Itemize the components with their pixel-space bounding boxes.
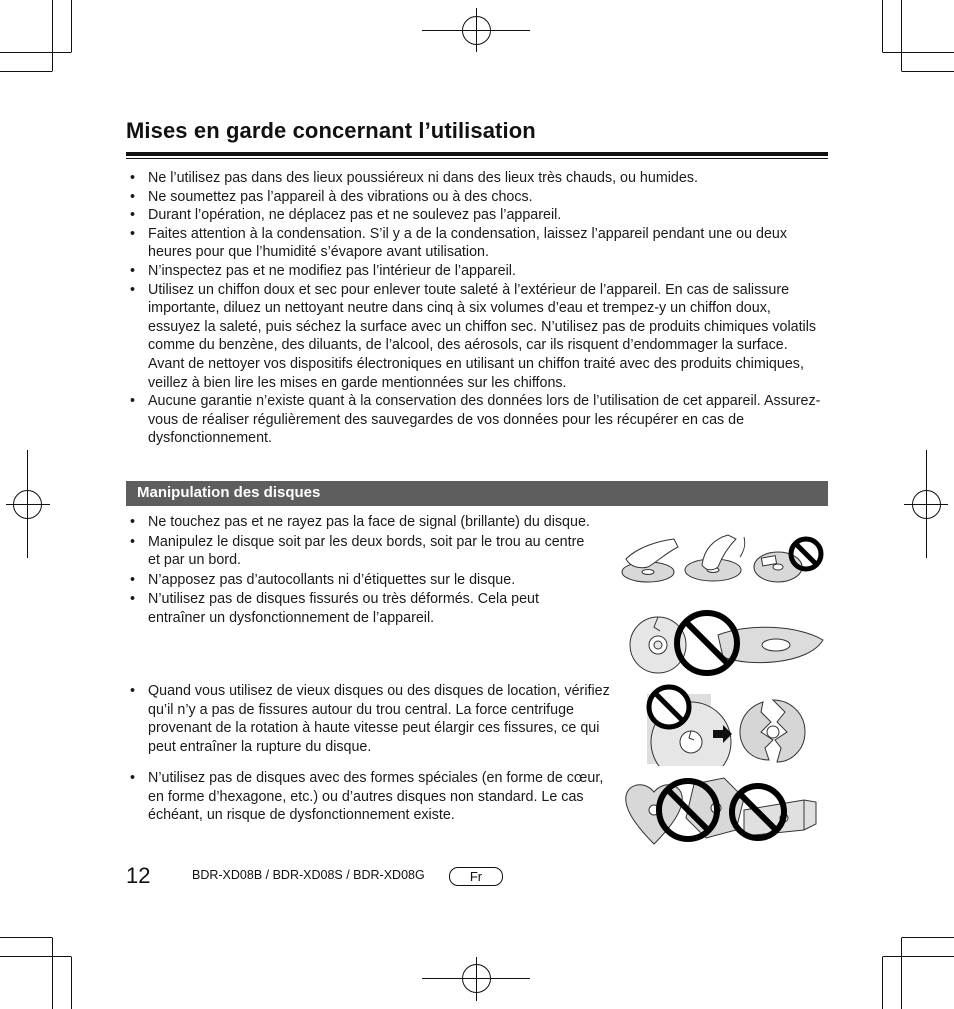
page-number: 12 bbox=[126, 863, 151, 888]
list-item-text: Manipulez le disque soit par les deux bords, soit par le trou au centre et par un bord. bbox=[148, 533, 585, 569]
title-rule bbox=[126, 152, 828, 156]
prohibited-icon bbox=[791, 539, 821, 569]
list-item-text: N’utilisez pas de disques avec des formes spéciales (en forme de cœur, en forme d’hexagone, etc.) ou d’autres disques non standard. Le cas échéant, un risque de dysfonctionnement existe. bbox=[148, 770, 604, 824]
list-item bbox=[126, 590, 596, 627]
list-item-text: Utilisez un chiffon doux et sec pour enlever toute saleté à l’extérieur de l’appareil. En cas de salissure importante, diluez un nettoyant neutre dans cinq à six volumes d’eau et trempez-y un chiffon doux, essuyez la saleté, puis séchez la surface avec un chiffon sec. N’utilisez pas de produits chimiques volatils comme du benzène, des diluants, de l’alcool, des aérosols, car ils risquent d’endommager la surface. Avant de nettoyer vos dispositifs électroniques en utilisant un chiffon traité avec des produits chimiques, veillez à bien lire les mises en garde mentionnées sur les chiffons. bbox=[148, 281, 817, 391]
bullet: • bbox=[130, 262, 136, 279]
bullet: • bbox=[130, 571, 136, 588]
list-item-text: Aucune garantie n’existe quant à la conservation des données lors de l’utilisation de cet appareil. Assurez-vous de réaliser régulièrement des sauvegardes de vos données pour les récupérer en cas de dysfonctionnement. bbox=[148, 393, 821, 447]
prohibited-icon bbox=[649, 687, 689, 727]
list-item bbox=[126, 682, 611, 756]
disc-handling-list bbox=[126, 513, 596, 629]
broken-disc-icon bbox=[740, 700, 805, 762]
list-item bbox=[126, 281, 826, 393]
list-item bbox=[126, 769, 621, 825]
hand-holding-disc-icon bbox=[685, 535, 745, 581]
page-title: Mises en garde concernant l’utilisation bbox=[126, 118, 536, 143]
list-item bbox=[126, 169, 826, 188]
list-item-text: Ne l’utilisez pas dans des lieux poussiéreux ni dans des lieux très chauds, ou humides. bbox=[148, 170, 698, 186]
bullet: • bbox=[130, 770, 136, 786]
hand-touching-disc-icon bbox=[622, 539, 678, 582]
disc-handling-illustration bbox=[618, 527, 828, 589]
bullet: • bbox=[130, 225, 136, 242]
bullet: • bbox=[130, 683, 136, 699]
list-item-text: Ne touchez pas et ne rayez pas la face de signal (brillante) du disque. bbox=[148, 514, 590, 530]
bullet: • bbox=[130, 170, 136, 186]
list-item-text: N’apposez pas d’autocollants ni d’étiquettes sur le disque. bbox=[148, 571, 516, 588]
list-item bbox=[126, 262, 826, 281]
center-crack-illustration bbox=[645, 682, 810, 766]
list-item-text: Faites attention à la condensation. S’il y a de la condensation, laissez l’appareil pendant une ou deux heures pour que l’humidité s’évapore avant utilisation. bbox=[148, 225, 788, 261]
section-heading-bar bbox=[126, 481, 828, 506]
list-item bbox=[126, 533, 596, 570]
list-item-text: Durant l’opération, ne déplacez pas et ne soulevez pas l’appareil. bbox=[148, 207, 562, 224]
old-discs-list bbox=[126, 682, 611, 756]
special-shapes-list bbox=[126, 769, 621, 825]
list-item bbox=[126, 188, 826, 207]
list-item-text: N’inspectez pas et ne modifiez pas l’intérieur de l’appareil. bbox=[148, 262, 516, 279]
list-item-text: N’utilisez pas de disques fissurés ou très déformés. Cela peut entraîner un dysfonctionnement de l’appareil. bbox=[148, 591, 539, 626]
language-badge: Fr bbox=[449, 867, 503, 886]
model-numbers: BDR-XD08B / BDR-XD08S / BDR-XD08G bbox=[192, 868, 425, 882]
warped-disc-illustration bbox=[628, 605, 828, 680]
bullet: • bbox=[130, 591, 136, 608]
special-shapes-illustration bbox=[624, 774, 824, 846]
bullet: • bbox=[130, 188, 136, 205]
list-item bbox=[126, 513, 596, 532]
list-item-text: Ne soumettez pas l’appareil à des vibrations ou à des chocs. bbox=[148, 188, 533, 205]
bullet: • bbox=[130, 533, 136, 550]
bullet: • bbox=[130, 393, 136, 410]
list-item-text: Quand vous utilisez de vieux disques ou des disques de location, vérifiez qu’il n’y a pas de fissures autour du trou central. La force centrifuge provenant de la rotation à haute vitesse peut élargir ces fissures, ce qui peut entraîner la rupture du disque. bbox=[148, 683, 610, 755]
bullet: • bbox=[130, 207, 136, 224]
list-item bbox=[126, 225, 826, 262]
list-item bbox=[126, 571, 596, 590]
title-rule-thin bbox=[126, 158, 828, 159]
bullet: • bbox=[130, 281, 136, 298]
general-cautions-list bbox=[126, 169, 826, 448]
section-heading: Manipulation des disques bbox=[137, 484, 321, 501]
list-item bbox=[126, 206, 826, 225]
bullet: • bbox=[130, 514, 136, 530]
list-item bbox=[126, 392, 826, 448]
